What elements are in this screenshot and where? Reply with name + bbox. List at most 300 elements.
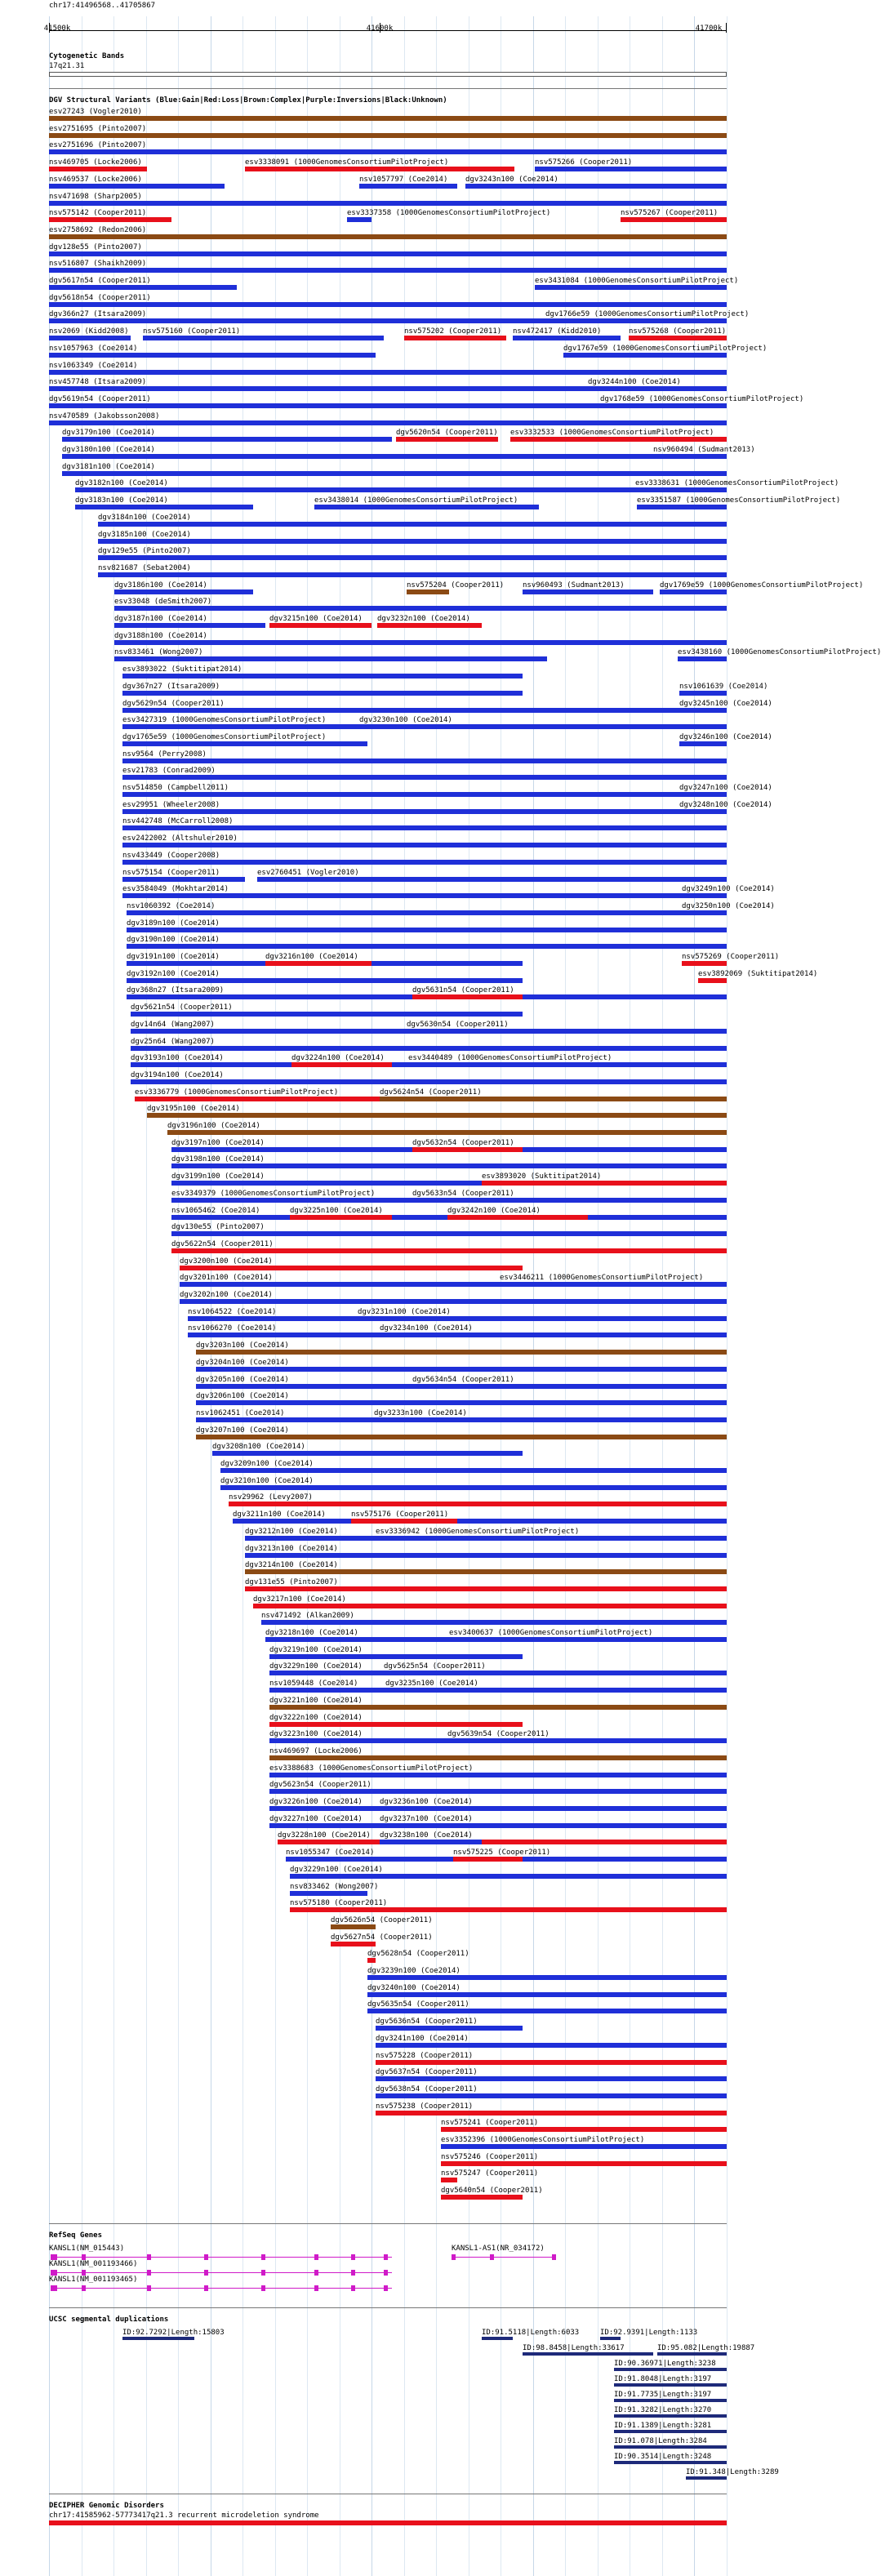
sv-feature-label: dgv3185n100 (Coe2014) [98,530,191,539]
gene-exon[interactable] [552,2254,556,2260]
sv-feature-bar[interactable] [376,2111,727,2116]
segdup-label: ID:92.9391|Length:1133 [600,2328,698,2337]
sv-feature-label: nsv9564 (Perry2008) [122,750,207,759]
sv-feature-bar[interactable] [49,234,727,239]
gene-exon[interactable] [261,2254,265,2260]
sv-feature-bar[interactable] [167,1130,727,1135]
sv-feature-bar[interactable] [98,522,727,527]
sv-feature-bar[interactable] [122,674,523,678]
sv-feature-bar[interactable] [523,589,653,594]
sv-feature-bar[interactable] [380,1840,482,1844]
sv-feature-bar[interactable] [367,1992,727,1997]
sv-feature-bar[interactable] [535,167,727,171]
sv-feature-bar[interactable] [196,1400,727,1405]
sv-feature-bar[interactable] [114,623,265,628]
segdup-bar[interactable] [614,2461,727,2464]
sv-feature-bar[interactable] [682,910,727,915]
segdup-bar[interactable] [657,2352,727,2356]
sv-feature-label: dgv3225n100 (Coe2014) [290,1206,383,1215]
sv-feature-bar[interactable] [269,1654,523,1659]
segdup-bar[interactable] [614,2383,727,2387]
gene-exon[interactable] [147,2285,151,2291]
sv-feature-label: dgv3201n100 (Coe2014) [180,1274,273,1283]
segdup-bar[interactable] [600,2337,621,2340]
sv-feature-bar[interactable] [269,1705,727,1710]
sv-feature-bar[interactable] [367,2009,727,2013]
sv-feature-label: dgv5635n54 (Cooper2011) [367,2000,469,2009]
sv-feature-bar[interactable] [49,302,727,307]
sv-feature-bar[interactable] [122,775,727,780]
sv-feature-bar[interactable] [122,759,727,763]
gene-intron-line[interactable] [51,2257,392,2258]
sv-feature-label: esv29951 (Wheeler2008) [122,800,220,809]
sv-feature-bar[interactable] [131,1079,727,1084]
sv-feature-bar[interactable] [180,1299,727,1304]
sv-feature-bar[interactable] [75,487,719,492]
sv-feature-bar[interactable] [513,336,621,340]
location-label: chr17:41496568..41705867 [49,2,156,10]
sv-feature-bar[interactable] [629,336,727,340]
segdup-bar[interactable] [614,2414,727,2418]
gene-exon[interactable] [351,2285,355,2291]
sv-feature-label: nsv469705 (Locke2006) [49,158,142,167]
sv-feature-bar[interactable] [331,1924,376,1929]
sv-feature-label: esv3336779 (1000GenomesConsortiumPilotProject) [135,1088,339,1097]
sv-feature-label: dgv3208n100 (Coe2014) [212,1443,305,1452]
sv-feature-bar[interactable] [98,539,727,544]
sv-feature-bar[interactable] [635,487,727,492]
sv-feature-bar[interactable] [49,133,727,138]
sv-feature-label: dgv367n27 (Itsara2009) [122,682,220,691]
sv-feature-label: esv27243 (Vogler2010) [49,108,142,116]
sv-feature-label: dgv5620n54 (Cooper2011) [396,429,498,438]
sv-feature-bar[interactable] [376,2093,727,2098]
sv-feature-bar[interactable] [122,893,727,898]
sv-feature-bar[interactable] [331,1942,376,1946]
sv-feature-bar[interactable] [376,2060,727,2065]
sv-feature-label: dgv5629n54 (Cooper2011) [122,699,225,708]
sv-feature-bar[interactable] [49,268,727,273]
sv-feature-label: nsv960493 (Sudmant2013) [523,581,625,589]
sv-feature-bar[interactable] [359,724,523,729]
segdup-bar[interactable] [614,2368,727,2371]
sv-feature-bar[interactable] [278,1840,727,1844]
sv-feature-label: dgv3234n100 (Coe2014) [380,1324,473,1333]
gene-exon[interactable] [261,2285,265,2291]
sv-feature-bar[interactable] [441,2127,727,2132]
sv-feature-label: dgv5622n54 (Cooper2011) [171,1239,274,1248]
sv-feature-bar[interactable] [49,336,131,340]
sv-feature-bar[interactable] [653,454,727,459]
sv-feature-bar[interactable] [49,167,147,171]
sv-feature-bar[interactable] [380,1097,727,1101]
sv-feature-label: nsv471492 (Alkan2009) [261,1612,354,1621]
sv-feature-label: nsv575154 (Cooper2011) [122,868,220,877]
gene-intron-line[interactable] [51,2272,392,2273]
gene-exon[interactable] [384,2254,388,2260]
gene-exon[interactable] [147,2270,151,2276]
sv-feature-bar[interactable] [220,1468,727,1473]
gene-intron-line[interactable] [51,2288,392,2289]
sv-feature-label: nsv2069 (Kidd2008) [49,327,129,336]
sv-feature-label: dgv3207n100 (Coe2014) [196,1426,289,1435]
gene-exon[interactable] [147,2254,151,2260]
sv-feature-bar[interactable] [621,217,727,222]
sv-feature-label: esv3438160 (1000GenomesConsortiumPilotProject) [678,648,881,657]
sv-feature-bar[interactable] [212,1451,523,1456]
sv-feature-bar[interactable] [314,505,539,509]
sv-feature-bar[interactable] [127,910,727,915]
sv-feature-label: nsv469697 (Locke2006) [269,1746,363,1755]
sv-feature-bar[interactable] [114,656,547,661]
sv-feature-bar[interactable] [408,1062,727,1067]
sv-feature-bar[interactable] [367,1975,727,1980]
sv-feature-label: dgv3248n100 (Coe2014) [679,800,772,809]
gene-exon[interactable] [490,2254,494,2260]
sv-feature-label: dgv3191n100 (Coe2014) [127,953,220,961]
sv-feature-label: dgv3231n100 (Coe2014) [358,1307,451,1316]
segdup-bar[interactable] [482,2337,513,2340]
cytoband-track-title[interactable]: Cytogenetic Bands [49,52,125,60]
gene-exon[interactable] [82,2285,86,2291]
sv-feature-label: nsv575247 (Cooper2011) [441,2169,539,2178]
sv-feature-bar[interactable] [253,1604,727,1608]
sv-feature-bar[interactable] [245,1569,727,1574]
sv-feature-bar[interactable] [269,1671,727,1675]
sv-feature-bar[interactable] [500,1282,727,1287]
sv-feature-bar[interactable] [269,1688,727,1693]
sv-feature-label: dgv3222n100 (Coe2014) [269,1713,363,1722]
sv-feature-label: dgv5617n54 (Cooper2011) [49,277,151,285]
gene-exon[interactable] [314,2270,318,2276]
sv-feature-bar[interactable] [49,251,727,256]
gene-exon[interactable] [51,2270,57,2276]
sv-feature-label: esv3332533 (1000GenomesConsortiumPilotProject) [510,429,714,438]
sv-feature-bar[interactable] [122,691,523,696]
sv-feature-label: dgv25n64 (Wang2007) [131,1037,215,1046]
sv-feature-bar[interactable] [407,589,449,594]
gene-exon[interactable] [384,2285,388,2291]
sv-feature-bar[interactable] [290,1215,392,1220]
sv-feature-bar[interactable] [62,471,727,476]
sv-feature-label: nsv575241 (Cooper2011) [441,2119,539,2128]
sv-feature-bar[interactable] [245,167,514,171]
sv-feature-label: dgv3214n100 (Coe2014) [245,1561,338,1570]
sv-feature-label: dgv128e55 (Pinto2007) [49,242,142,251]
sv-feature-label: dgv3221n100 (Coe2014) [269,1696,363,1705]
sv-feature-bar[interactable] [535,285,727,290]
sv-feature-bar[interactable] [290,1891,367,1896]
gene-exon[interactable] [351,2270,355,2276]
sv-feature-label: nsv1063349 (Coe2014) [49,361,138,370]
sv-feature-bar[interactable] [122,792,727,797]
sv-feature-bar[interactable] [122,708,727,713]
sv-feature-label: nsv575269 (Cooper2011) [682,953,780,961]
sv-feature-bar[interactable] [351,1519,457,1524]
sv-feature-bar[interactable] [269,1789,727,1794]
sv-feature-bar[interactable] [114,606,727,611]
gene-exon[interactable] [314,2285,318,2291]
sv-feature-bar[interactable] [412,1147,523,1152]
gene-exon[interactable] [82,2270,86,2276]
refseq-track-title[interactable]: RefSeq Genes [49,2231,103,2240]
sv-feature-bar[interactable] [131,1012,523,1017]
sv-feature-label: nsv575160 (Cooper2011) [143,327,241,336]
decipher-label: chr17:41585962-57773417q21.3 recurrent microdeletion syndrome [49,2511,319,2520]
sv-feature-bar[interactable] [180,1266,523,1270]
gene-exon[interactable] [204,2254,208,2260]
sv-feature-bar[interactable] [679,792,727,797]
segdup-label: ID:91.1389|Length:3281 [614,2421,712,2430]
decipher-bar[interactable] [49,2520,727,2525]
sv-feature-label: dgv3217n100 (Coe2014) [253,1595,346,1604]
sv-feature-label: dgv3238n100 (Coe2014) [380,1831,473,1840]
sv-feature-bar[interactable] [679,809,727,814]
segdup-track-title[interactable]: UCSC segmental duplications [49,2315,169,2324]
sv-feature-bar[interactable] [245,1586,727,1591]
sv-feature-bar[interactable] [380,1823,482,1828]
sv-feature-label: nsv433449 (Cooper2008) [122,851,220,860]
sv-feature-label: dgv3195n100 (Coe2014) [147,1105,240,1114]
sv-feature-bar[interactable] [447,1738,523,1743]
sv-feature-bar[interactable] [412,1198,523,1203]
sv-feature-bar[interactable] [98,572,727,577]
sv-feature-bar[interactable] [510,437,727,442]
sv-feature-label: dgv3186n100 (Coe2014) [114,581,207,589]
sv-feature-bar[interactable] [49,420,727,425]
sv-feature-bar[interactable] [678,656,727,661]
sv-feature-bar[interactable] [122,809,727,814]
gene-exon[interactable] [204,2285,208,2291]
sv-feature-bar[interactable] [588,386,727,391]
sv-feature-bar[interactable] [122,825,727,830]
sv-feature-bar[interactable] [407,1029,523,1034]
sv-feature-label: nsv575176 (Cooper2011) [351,1510,449,1519]
sv-feature-bar[interactable] [396,437,498,442]
sv-feature-label: nsv575267 (Cooper2011) [621,209,719,218]
sv-feature-label: dgv5632n54 (Cooper2011) [412,1138,514,1147]
sv-feature-bar[interactable] [122,741,367,746]
sv-feature-bar[interactable] [441,2144,727,2149]
sv-feature-label: nsv1064522 (Coe2014) [188,1307,277,1316]
sv-feature-bar[interactable] [600,403,727,408]
sv-feature-bar[interactable] [441,2161,727,2166]
sv-feature-bar[interactable] [127,978,523,983]
sv-feature-bar[interactable] [269,1823,727,1828]
sv-feature-bar[interactable] [62,454,727,459]
ruler-tick-label: 41700k [695,24,723,33]
gene-exon[interactable] [351,2254,355,2260]
sv-feature-bar[interactable] [98,555,727,560]
sv-feature-bar[interactable] [404,336,506,340]
sv-feature-bar[interactable] [374,1417,482,1422]
segdup-label: ID:90.36971|Length:3238 [614,2359,716,2368]
gene-exon[interactable] [51,2285,57,2291]
sv-feature-bar[interactable] [682,961,727,966]
sv-feature-bar[interactable] [291,1062,392,1067]
sv-feature-bar[interactable] [49,285,237,290]
sv-feature-bar[interactable] [453,1857,523,1862]
sv-feature-label: dgv5619n54 (Cooper2011) [49,394,151,403]
sv-feature-label: dgv5621n54 (Cooper2011) [131,1003,233,1012]
sv-feature-bar[interactable] [449,1637,727,1642]
sv-feature-bar[interactable] [412,994,523,999]
sv-feature-bar[interactable] [376,2076,727,2081]
sv-feature-bar[interactable] [131,1046,727,1051]
decipher-track-title[interactable]: DECIPHER Genomic Disorders [49,2501,164,2510]
sv-feature-bar[interactable] [377,623,482,628]
gene-exon[interactable] [452,2254,456,2260]
sv-feature-bar[interactable] [385,1688,490,1693]
sv-feature-bar[interactable] [188,1316,727,1321]
sv-feature-bar[interactable] [75,505,253,509]
sv-feature-label: nsv1066270 (Coe2014) [188,1324,277,1333]
sv-feature-bar[interactable] [114,589,253,594]
sv-feature-bar[interactable] [380,1806,482,1811]
sv-feature-bar[interactable] [447,1215,588,1220]
sv-feature-bar[interactable] [347,217,372,222]
gene-exon[interactable] [314,2254,318,2260]
sv-feature-bar[interactable] [127,944,727,949]
sv-feature-label: esv2422002 (Altshuler2010) [122,834,238,843]
sv-feature-bar[interactable] [62,437,392,442]
segdup-bar[interactable] [122,2337,194,2340]
segdup-bar[interactable] [614,2445,727,2449]
gene-exon[interactable] [261,2270,265,2276]
segdup-label: ID:90.3514|Length:3248 [614,2452,712,2461]
gene-exon[interactable] [51,2254,57,2260]
sv-feature-bar[interactable] [114,640,727,645]
sv-feature-bar[interactable] [679,741,727,746]
sv-feature-label: nsv469537 (Locke2006) [49,175,142,184]
gene-label: KANSL1(NM_001193466) [49,2259,138,2268]
sv-feature-label: esv2751696 (Pinto2007) [49,141,147,150]
sv-feature-label: esv3400637 (1000GenomesConsortiumPilotProject) [449,1629,653,1637]
sv-feature-bar[interactable] [196,1435,727,1439]
sv-feature-bar[interactable] [384,1671,425,1675]
sv-feature-label: dgv5630n54 (Cooper2011) [407,1020,509,1029]
sv-feature-bar[interactable] [269,1722,523,1727]
sv-feature-bar[interactable] [171,1231,727,1236]
sv-feature-bar[interactable] [122,877,245,882]
sv-feature-label: dgv5631n54 (Cooper2011) [412,986,514,995]
segdup-label: ID:91.078|Length:3284 [614,2436,707,2445]
sv-feature-bar[interactable] [49,149,727,154]
sv-feature-bar[interactable] [127,928,727,932]
sv-feature-bar[interactable] [196,1350,727,1355]
sv-feature-label: nsv833461 (Wong2007) [114,648,203,657]
sv-feature-bar[interactable] [376,2026,523,2031]
sv-feature-bar[interactable] [465,184,727,189]
segdup-label: ID:91.3282|Length:3270 [614,2405,712,2414]
sv-feature-label: dgv3193n100 (Coe2014) [131,1054,224,1063]
sv-feature-bar[interactable] [367,1958,376,1963]
segdup-bar[interactable] [523,2352,653,2356]
segdup-bar[interactable] [614,2430,727,2433]
sv-feature-bar[interactable] [682,893,727,898]
gene-exon[interactable] [384,2270,388,2276]
sv-feature-bar[interactable] [49,353,376,358]
sv-feature-label: nsv1057797 (Coe2014) [359,175,448,184]
sv-feature-bar[interactable] [49,217,171,222]
sv-feature-label: dgv1768e59 (1000GenomesConsortiumPilotProject) [600,394,804,403]
sv-feature-bar[interactable] [147,1113,727,1118]
sv-feature-bar[interactable] [196,1367,727,1372]
sv-feature-label: dgv1765e59 (1000GenomesConsortiumPilotProject) [122,732,327,741]
sv-feature-bar[interactable] [49,318,604,323]
sv-feature-label: dgv3184n100 (Coe2014) [98,513,191,522]
dgv-track-title[interactable]: DGV Structural Variants (Blue:Gain|Red:Loss|Brown:Complex|Purple:Inversions|Black:Unknown) [49,96,447,105]
sv-feature-bar[interactable] [261,1620,727,1625]
sv-feature-bar[interactable] [49,184,225,189]
sv-feature-bar[interactable] [233,1519,727,1524]
sv-feature-bar[interactable] [376,2043,727,2048]
sv-feature-bar[interactable] [660,589,727,594]
sv-feature-bar[interactable] [49,370,727,375]
sv-feature-label: dgv3216n100 (Coe2014) [265,953,358,961]
sv-feature-bar[interactable] [245,1553,727,1558]
gene-exon[interactable] [204,2270,208,2276]
sv-feature-bar[interactable] [358,1316,425,1321]
sv-feature-label: dgv3219n100 (Coe2014) [269,1645,363,1654]
sv-feature-bar[interactable] [171,1163,727,1168]
sv-feature-bar[interactable] [171,1248,727,1253]
sv-feature-bar[interactable] [482,1181,727,1186]
sv-feature-bar[interactable] [359,184,457,189]
sv-feature-bar[interactable] [376,1536,531,1541]
sv-feature-bar[interactable] [563,353,727,358]
sv-feature-bar[interactable] [441,2178,457,2182]
segdup-bar[interactable] [614,2399,727,2402]
sv-feature-bar[interactable] [257,877,727,882]
cytoband-bar[interactable] [49,72,727,77]
sv-feature-bar[interactable] [143,336,384,340]
sv-feature-bar[interactable] [441,2195,523,2200]
sv-feature-label: dgv3244n100 (Coe2014) [588,378,681,387]
gene-label: KANSL1(NM_015443) [49,2244,125,2253]
gene-intron-line[interactable] [452,2257,554,2258]
sv-feature-bar[interactable] [122,860,727,865]
sv-feature-bar[interactable] [265,961,372,966]
sv-feature-bar[interactable] [49,201,727,206]
sv-feature-label: dgv14n64 (Wang2007) [131,1020,215,1029]
sv-feature-bar[interactable] [679,691,727,696]
sv-feature-bar[interactable] [698,978,727,983]
sv-feature-bar[interactable] [380,1332,482,1337]
sv-feature-label: esv3584049 (Mokhtar2014) [122,885,229,894]
segdup-label: ID:91.8048|Length:3197 [614,2374,712,2383]
sv-feature-bar[interactable] [269,1755,727,1760]
sv-feature-bar[interactable] [49,116,727,121]
sv-feature-bar[interactable] [269,1806,727,1811]
sv-feature-bar[interactable] [637,505,727,509]
sv-feature-bar[interactable] [412,1384,523,1389]
sv-feature-bar[interactable] [229,1502,727,1506]
sv-feature-label: nsv1061639 (Coe2014) [679,682,768,691]
sv-feature-bar[interactable] [545,318,727,323]
cytoband-label: 17q21.31 [49,62,85,70]
segdup-bar[interactable] [686,2476,727,2480]
sv-feature-bar[interactable] [220,1485,727,1490]
sv-feature-bar[interactable] [269,623,372,628]
sv-feature-bar[interactable] [290,1874,727,1879]
sv-feature-bar[interactable] [679,708,727,713]
gene-exon[interactable] [82,2254,86,2260]
sv-feature-label: nsv575238 (Cooper2011) [376,2102,474,2111]
sv-feature-bar[interactable] [269,1773,727,1777]
sv-feature-bar[interactable] [122,843,727,848]
sv-feature-bar[interactable] [290,1907,727,1912]
